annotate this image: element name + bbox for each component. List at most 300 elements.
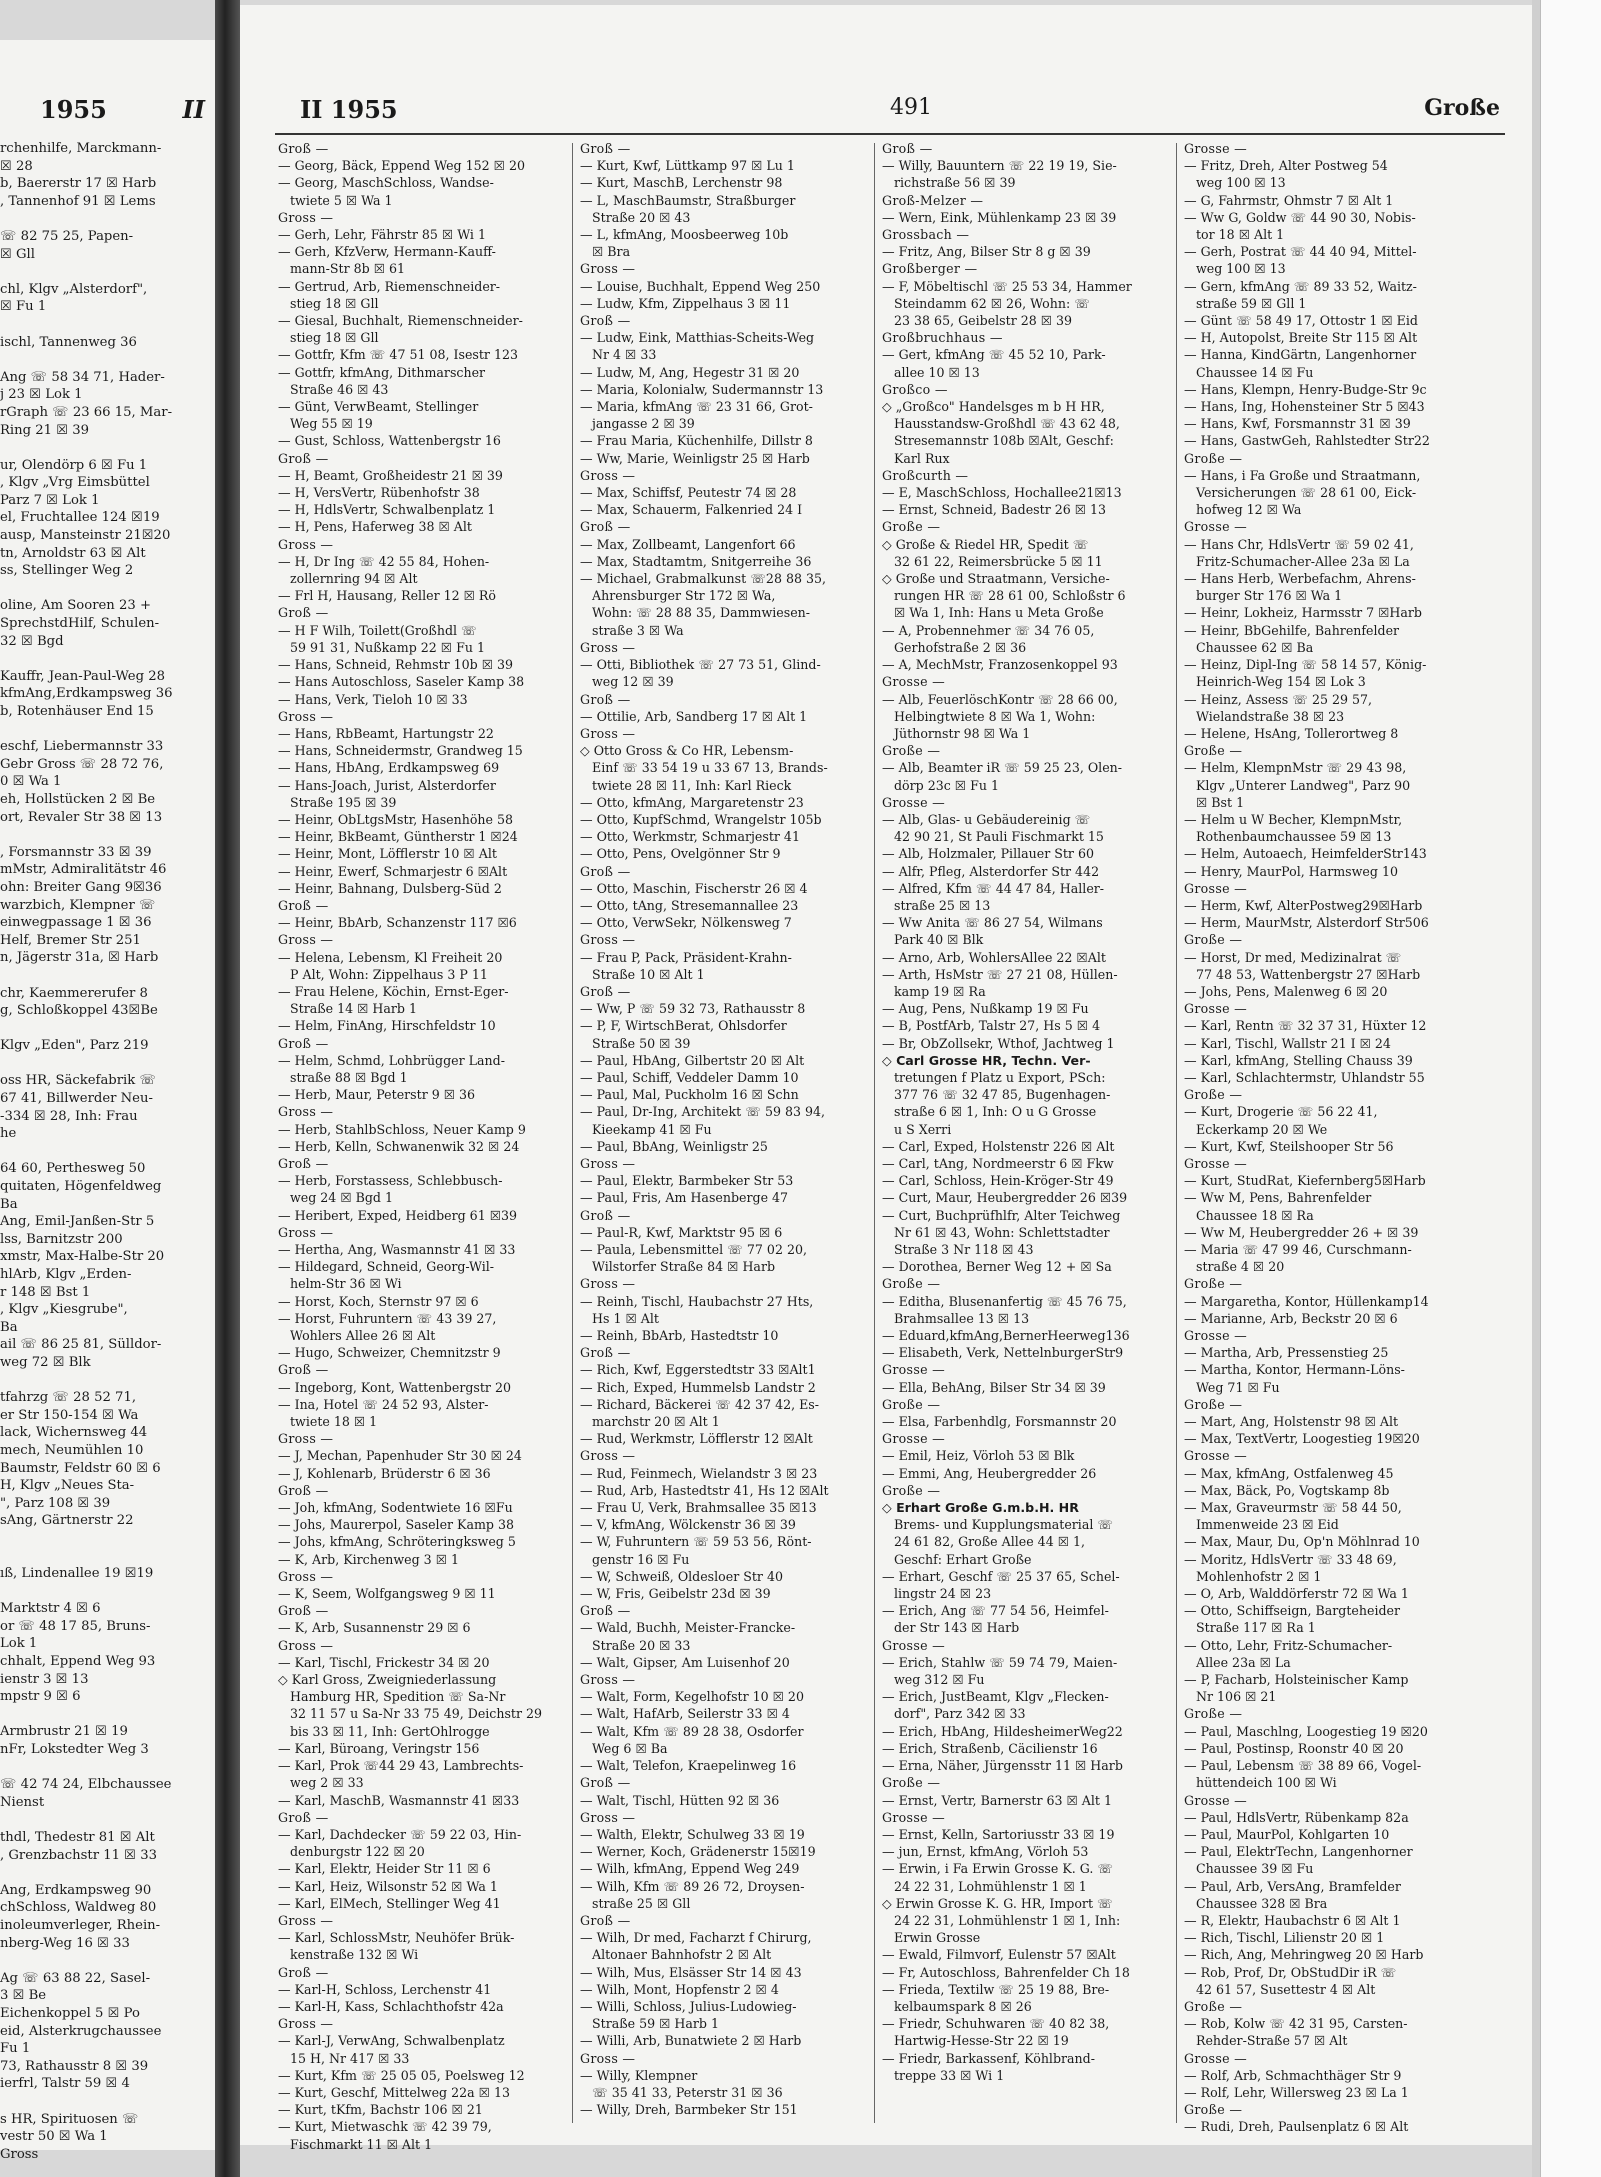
surname-heading: Grosse — <box>1184 141 1248 156</box>
directory-entry: — Horst, Dr med, Medizinalrat ☏ <box>1184 949 1402 965</box>
directory-entry: — Paul, Lebensm ☏ 38 89 66, Vogel- <box>1184 1758 1422 1774</box>
surname-heading: Großberger — <box>882 261 978 277</box>
previous-page-line: , Klgv „Kiesgrube", <box>0 1302 128 1318</box>
directory-entry: — Alfred, Kfm ☏ 44 47 84, Haller- <box>882 880 1105 896</box>
previous-page-line: ☏ 42 74 24, Elbchaussee <box>0 1777 172 1793</box>
directory-entry: — Otto, Maschin, Fischerstr 26 ☒ 4 <box>580 880 808 896</box>
directory-entry: — J, Kohlenarb, Brüderstr 6 ☒ 36 <box>278 1465 491 1481</box>
surname-heading: Gross — <box>278 1224 334 1240</box>
entry-continuation: lingstr 24 ☒ 23 <box>894 1586 992 1602</box>
previous-page-line: chhalt, Eppend Weg 93 <box>0 1654 156 1670</box>
previous-page-line: , Tannenhof 91 ☒ Lems <box>0 193 156 209</box>
directory-entry: — W, Fris, Geibelstr 23d ☒ 39 <box>580 1586 771 1602</box>
directory-entry: — Herb, Maur, Peterstr 9 ☒ 36 <box>278 1087 476 1103</box>
directory-entry: — Karl-J, VerwAng, Schwalbenplatz <box>278 2033 505 2049</box>
surname-heading: Groß — <box>580 1207 631 1223</box>
directory-entry: — Reinh, BbArb, Hastedtstr 10 <box>580 1328 779 1344</box>
surname-heading: Großbruchhaus — <box>882 330 1003 346</box>
entry-continuation: weg 24 ☒ Bgd 1 <box>290 1190 394 1206</box>
directory-entry: — Karl, Heiz, Wilsonstr 52 ☒ Wa 1 <box>278 1878 498 1894</box>
surname-heading: Groß — <box>278 1964 329 1980</box>
directory-entry: — Reinh, Tischl, Haubachstr 27 Hts, <box>580 1293 814 1309</box>
surname-heading: Groß — <box>278 605 329 621</box>
directory-entry: — Hans, HbAng, Erdkampsweg 69 <box>278 760 500 776</box>
directory-entry: — Heribert, Exped, Heidberg 61 ☒39 <box>278 1207 518 1223</box>
directory-entry: — Paul, Fris, Am Hasenberge 47 <box>580 1190 789 1206</box>
entry-continuation: ☒ Bra <box>592 244 631 260</box>
entry-continuation: 24 61 82, Große Allee 44 ☒ 1, <box>894 1534 1086 1550</box>
entry-continuation: Straße 46 ☒ 43 <box>290 381 389 397</box>
entry-continuation: 32 61 22, Reimersbrücke 5 ☒ 11 <box>894 553 1103 569</box>
directory-entry: — Frau Helene, Köchin, Ernst-Eger- <box>278 983 509 999</box>
directory-entry: — Gert, kfmAng ☏ 45 52 10, Park- <box>882 347 1106 363</box>
entry-continuation: Straße 20 ☒ 33 <box>592 1637 691 1653</box>
directory-entry: — Richard, Bäckerei ☏ 42 37 42, Es- <box>580 1396 820 1412</box>
previous-page-line: lss, Barnitzstr 200 <box>0 1231 123 1247</box>
entry-continuation: straße 25 ☒ 13 <box>894 897 991 913</box>
directory-entry: — Rich, Ang, Mehringweg 20 ☒ Harb <box>1184 1947 1424 1963</box>
directory-entry: — Gerh, Lehr, Fährstr 85 ☒ Wi 1 <box>278 227 486 243</box>
entry-continuation: Straße 20 ☒ 43 <box>592 209 691 225</box>
directory-entry: — Hans, Schneidermstr, Grandweg 15 <box>278 743 523 759</box>
previous-page-line: Armbrustr 21 ☒ 19 <box>0 1724 128 1740</box>
directory-entry: — Carl, Exped, Holstenstr 226 ☒ Alt <box>882 1138 1115 1154</box>
surname-heading: Gross — <box>278 708 334 724</box>
directory-entry: — Emil, Heiz, Vörloh 53 ☒ Blk <box>882 1448 1075 1464</box>
surname-heading: Groß — <box>278 1155 329 1171</box>
surname-heading: Grossbach — <box>882 227 970 243</box>
directory-entry: — Heinr, Ewerf, Schmarjestr 6 ☒Alt <box>278 863 508 879</box>
directory-entry: — H, VersVertr, Rübenhofstr 38 <box>278 485 480 501</box>
directory-entry: — Ingeborg, Kont, Wattenbergstr 20 <box>278 1379 511 1395</box>
surname-heading: Gross — <box>580 1276 636 1292</box>
previous-page-line: ur, Olendörp 6 ☒ Fu 1 <box>0 457 148 473</box>
previous-page-line: inoleumverleger, Rhein- <box>0 1917 161 1933</box>
surname-heading: Groß — <box>580 1345 631 1361</box>
directory-entry: — Karl, Büroang, Veringstr 156 <box>278 1740 480 1756</box>
directory-entry: — Ww M, Pens, Bahrenfelder <box>1184 1190 1372 1206</box>
business-entry: ◇ Große & Riedel HR, Spedit ☏ <box>882 536 1089 552</box>
surname-heading: Groß — <box>882 141 933 156</box>
previous-page-line: eh, Hollstücken 2 ☒ Be <box>0 791 156 807</box>
page-edge-shadow <box>1532 0 1540 2177</box>
directory-entry: — Otto, Schiffseign, Bargteheider <box>1184 1603 1401 1619</box>
surname-heading: Gross — <box>278 2016 334 2032</box>
directory-entry: — Rud, Arb, Hastedtstr 41, Hs 12 ☒Alt <box>580 1482 829 1498</box>
entry-continuation: Fischmarkt 11 ☒ Alt 1 <box>290 2136 433 2152</box>
previous-page-line: ohn: Breiter Gang 9☒36 <box>0 879 162 895</box>
entry-continuation: Brahmsallee 13 ☒ 13 <box>894 1310 1030 1326</box>
previous-page-line: thdl, Thedestr 81 ☒ Alt <box>0 1830 155 1845</box>
entry-continuation: marchstr 20 ☒ Alt 1 <box>592 1414 720 1430</box>
previous-page-line: nberg-Weg 16 ☒ 33 <box>0 1935 130 1951</box>
previous-page-line: ☒ 28 <box>0 158 33 174</box>
entry-continuation: helm-Str 36 ☒ Wi <box>290 1276 402 1292</box>
directory-entry: — Hans-Joach, Jurist, Alsterdorfer <box>278 777 496 793</box>
directory-entry: — Kurt, Mietwaschk ☏ 42 39 79, <box>278 2119 492 2135</box>
previous-page-line: Ang ☏ 58 34 71, Hader- <box>0 369 165 385</box>
directory-entry: — Martha, Arb, Pressenstieg 25 <box>1184 1345 1389 1361</box>
directory-entry: — H, Pens, Haferweg 38 ☒ Alt <box>278 519 472 535</box>
directory-entry: — Erich, HbAng, HildesheimerWeg22 <box>882 1723 1123 1739</box>
previous-page-line: eid, Alsterkrugchaussee <box>0 2023 162 2039</box>
directory-entry: — Karl, Tischl, Wallstr 21 I ☒ 24 <box>1184 1035 1391 1051</box>
surname-heading: Grosse — <box>1184 2050 1248 2066</box>
directory-entry: — Karl-H, Kass, Schlachthofstr 42a <box>278 1998 504 2014</box>
previous-page-line: eschf, Liebermannstr 33 <box>0 739 164 755</box>
directory-entry: — Alb, Holzmaler, Pillauer Str 60 <box>882 846 1094 862</box>
directory-entry: — Mart, Ang, Holstenstr 98 ☒ Alt <box>1184 1414 1399 1430</box>
directory-entry: — Max, Bäck, Po, Vogtskamp 8b <box>1184 1482 1390 1498</box>
directory-entry: — Curt, Maur, Heubergredder 26 ☒39 <box>882 1190 1128 1206</box>
directory-column-3 <box>882 140 1168 2130</box>
running-head-volume-year: II 1955 <box>300 95 398 124</box>
entry-continuation: Wohlers Allee 26 ☒ Alt <box>290 1328 436 1344</box>
previous-page-line: , Klgv „Vrg Eimsbüttel <box>0 475 150 491</box>
directory-entry: — Joh, kfmAng, Sodentwiete 16 ☒Fu <box>278 1500 513 1516</box>
directory-entry: — Hans, Schneid, Rehmstr 10b ☒ 39 <box>278 657 514 673</box>
surname-heading: Groß — <box>580 983 631 999</box>
previous-page-line: Nienst <box>0 1794 45 1810</box>
directory-entry: — O, Arb, Walddörferstr 72 ☒ Wa 1 <box>1184 1586 1409 1602</box>
directory-entry: — Hugo, Schweizer, Chemnitzstr 9 <box>278 1345 501 1361</box>
directory-entry: — Paul, ElektrTechn, Langenhorner <box>1184 1844 1413 1860</box>
directory-entry: — Ewald, Filmvorf, Eulenstr 57 ☒Alt <box>882 1947 1116 1963</box>
entry-continuation: Straße 117 ☒ Ra 1 <box>1196 1620 1316 1636</box>
directory-entry: — Rich, Kwf, Eggerstedtstr 33 ☒Alt1 <box>580 1362 816 1378</box>
entry-continuation: u S Xerri <box>894 1121 952 1137</box>
directory-entry: — Karl, Dachdecker ☏ 59 22 03, Hin- <box>278 1826 522 1842</box>
previous-page-line: j 23 ☒ Lok 1 <box>0 387 83 403</box>
entry-continuation: allee 10 ☒ 13 <box>894 364 980 380</box>
surname-heading: Groß — <box>580 691 631 707</box>
directory-entry: — J, Mechan, Papenhuder Str 30 ☒ 24 <box>278 1448 522 1464</box>
surname-heading: Grosse — <box>1184 1448 1248 1464</box>
directory-entry: — Karl-H, Schloss, Lerchenstr 41 <box>278 1981 492 1997</box>
entry-continuation: Straße 14 ☒ Harb 1 <box>290 1001 417 1017</box>
surname-heading: Groß — <box>278 1603 329 1619</box>
directory-entry: — Gertrud, Arb, Riemenschneider- <box>278 278 501 294</box>
directory-entry: — H, HdlsVertr, Schwalbenplatz 1 <box>278 502 496 518</box>
directory-entry: — Fritz, Ang, Bilser Str 8 g ☒ 39 <box>882 244 1091 260</box>
directory-entry: — Karl, Schlachtermstr, Uhlandstr 55 <box>1184 1069 1425 1085</box>
directory-entry: — Curt, Buchprüfhlfr, Alter Teichweg <box>882 1207 1121 1223</box>
previous-page-line: ☏ 82 75 25, Papen- <box>0 228 134 244</box>
previous-page-line: ail ☏ 86 25 81, Sülldor- <box>0 1337 162 1353</box>
surname-heading: Große — <box>1184 1706 1243 1722</box>
directory-entry: — Ww, P ☏ 59 32 73, Rathausstr 8 <box>580 1001 806 1017</box>
entry-continuation: Wilstorfer Straße 84 ☒ Harb <box>592 1259 776 1275</box>
entry-continuation: Stresemannstr 108b ☒Alt, Geschf: <box>894 433 1114 449</box>
entry-continuation: Ahrensburger Str 172 ☒ Wa, <box>592 588 776 604</box>
entry-continuation: Klgv „Unterer Landweg", Parz 90 <box>1196 777 1411 793</box>
previous-page-line: nFr, Lokstedter Weg 3 <box>0 1742 149 1758</box>
surname-heading: Groß — <box>580 863 631 879</box>
directory-entry: — Giesal, Buchhalt, Riemenschneider- <box>278 313 523 329</box>
directory-entry: — Karl, SchlossMstr, Neuhöfer Brük- <box>278 1930 515 1946</box>
previous-page-line: 64 60, Perthesweg 50 <box>0 1161 146 1177</box>
header-rule <box>275 133 1505 135</box>
entry-continuation: Rothenbaumchaussee 59 ☒ 13 <box>1196 829 1392 845</box>
entry-continuation: Nr 106 ☒ 21 <box>1196 1689 1277 1705</box>
directory-entry: — Fr, Autoschloss, Bahrenfelder Ch 18 <box>882 1964 1130 1980</box>
surname-heading: Großco — <box>882 381 948 397</box>
previous-page-line: ierfrl, Talstr 59 ☒ 4 <box>0 2076 130 2092</box>
previous-page-line: rchenhilfe, Marckmann- <box>0 141 162 156</box>
surname-heading: Grosse — <box>1184 519 1248 535</box>
previous-page-line: xmstr, Max-Halbe-Str 20 <box>0 1249 165 1265</box>
entry-continuation: Straße 10 ☒ Alt 1 <box>592 966 705 982</box>
surname-heading: Große — <box>882 1276 941 1292</box>
previous-page-line: ", Parz 108 ☒ 39 <box>0 1495 111 1511</box>
directory-entry: — Erich, Straßenb, Cäcilienstr 16 <box>882 1740 1098 1756</box>
directory-entry: — Max, Graveurmstr ☏ 58 44 50, <box>1184 1500 1402 1516</box>
surname-heading: Gross — <box>278 1104 334 1120</box>
directory-entry: — Helm, FinAng, Hirschfeldstr 10 <box>278 1018 496 1034</box>
directory-entry: — Otto, Pens, Ovelgönner Str 9 <box>580 846 781 862</box>
directory-entry: — Kurt, Kwf, Lüttkamp 97 ☒ Lu 1 <box>580 158 795 174</box>
surname-heading: Gross — <box>580 1672 636 1688</box>
surname-heading: Grosse — <box>1184 1328 1248 1344</box>
directory-entry: — Hertha, Ang, Wasmannstr 41 ☒ 33 <box>278 1242 516 1257</box>
directory-entry: — Willi, Schloss, Julius-Ludowieg- <box>580 1998 797 2014</box>
directory-entry: — Kurt, StudRat, Kiefernberg5☒Harb <box>1184 1173 1426 1189</box>
directory-column-4 <box>1184 140 1470 2135</box>
previous-page-line: einwegpassage 1 ☒ 36 <box>0 915 152 931</box>
previous-page-line: Gross <box>0 2146 39 2162</box>
directory-entry: — Max, kfmAng, Ostfalenweg 45 <box>1184 1465 1394 1481</box>
directory-entry: — Helena, Lebensm, Kl Freiheit 20 <box>278 949 503 965</box>
entry-continuation: Gerhofstraße 2 ☒ 36 <box>894 639 1027 655</box>
directory-entry: — Günt ☏ 58 49 17, Ottostr 1 ☒ Eid <box>1184 313 1418 329</box>
entry-continuation: 42 90 21, St Pauli Fischmarkt 15 <box>894 829 1104 845</box>
previous-page-line: chl, Klgv „Alsterdorf", <box>0 281 148 297</box>
directory-entry: — Karl, Prok ☏44 29 43, Lambrechts- <box>278 1758 524 1774</box>
entry-continuation: Jüthornstr 98 ☒ Wa 1 <box>894 725 1031 741</box>
entry-continuation: Chaussee 328 ☒ Bra <box>1196 1895 1328 1911</box>
entry-continuation: ☒ Wa 1, Inh: Hans u Meta Große <box>894 605 1104 621</box>
previous-page-line: n, Jägerstr 31a, ☒ Harb <box>0 950 159 966</box>
directory-entry: — H, Autopolst, Breite Str 115 ☒ Alt <box>1184 330 1418 346</box>
directory-entry: — Henry, MaurPol, Harmsweg 10 <box>1184 863 1398 879</box>
directory-entry: — Otto, VerwSekr, Nölkensweg 7 <box>580 915 792 931</box>
directory-entry: — Dorothea, Berner Weg 12 + ☒ Sa <box>882 1259 1112 1275</box>
directory-entry: — Max, Schiffsf, Peutestr 74 ☒ 28 <box>580 485 797 501</box>
surname-heading: Gross — <box>278 1637 334 1653</box>
previous-page-line: mMstr, Admiralitätstr 46 <box>0 862 167 878</box>
surname-heading: Gross — <box>580 261 636 277</box>
directory-entry: — Gerh, KfzVerw, Hermann-Kauff- <box>278 244 496 260</box>
directory-entry: — Hans Chr, HdlsVertr ☏ 59 02 41, <box>1184 536 1414 552</box>
directory-entry: — Rolf, Arb, Schmachthäger Str 9 <box>1184 2067 1402 2083</box>
surname-heading: Große — <box>882 1396 941 1412</box>
directory-entry: — Gerh, Postrat ☏ 44 40 94, Mittel- <box>1184 244 1417 260</box>
surname-heading: Große — <box>1184 743 1243 759</box>
directory-entry: — Karl, Tischl, Frickestr 34 ☒ 20 <box>278 1654 490 1670</box>
directory-entry: — Otto, tAng, Stresemannallee 23 <box>580 897 799 913</box>
surname-heading: Gross — <box>278 1568 334 1584</box>
directory-entry: — Friedr, Schuhwaren ☏ 40 82 38, <box>882 2016 1110 2032</box>
directory-entry: — K, Arb, Susannenstr 29 ☒ 6 <box>278 1620 471 1636</box>
directory-entry: — Ina, Hotel ☏ 24 52 93, Alster- <box>278 1396 489 1412</box>
entry-continuation: Allee 23a ☒ La <box>1196 1654 1291 1670</box>
directory-entry: — Horst, Fuhruntern ☏ 43 39 27, <box>278 1310 497 1326</box>
directory-entry: — Kurt, tKfm, Bachstr 106 ☒ 21 <box>278 2102 483 2118</box>
previous-page-line: lack, Wichernsweg 44 <box>0 1425 148 1441</box>
previous-page-line: ☒ Fu 1 <box>0 299 47 315</box>
entry-continuation: Karl Rux <box>894 450 950 466</box>
entry-continuation: 23 38 65, Geibelstr 28 ☒ 39 <box>894 313 1073 329</box>
directory-entry: — Paul, HbAng, Gilbertstr 20 ☒ Alt <box>580 1052 805 1068</box>
surname-heading: Groß — <box>278 450 329 466</box>
previous-page-line: ausp, Mansteinstr 21☒20 <box>0 528 171 544</box>
entry-continuation: Nr 4 ☒ 33 <box>592 347 657 363</box>
directory-entry: — Helm, Schmd, Lohbrügger Land- <box>278 1052 505 1068</box>
surname-heading: Groß — <box>580 519 631 535</box>
directory-entry: — Max, TextVertr, Loogestieg 19☒20 <box>1184 1431 1420 1447</box>
directory-entry: — Wilh, Mus, Elsässer Str 14 ☒ 43 <box>580 1964 802 1980</box>
directory-entry: — Rudi, Dreh, Paulsenplatz 6 ☒ Alt <box>1184 2119 1409 2135</box>
directory-entry: — Eduard,kfmAng,BernerHeerweg136 <box>882 1328 1130 1344</box>
directory-entry: — Ernst, Kelln, Sartoriusstr 33 ☒ 19 <box>882 1826 1115 1842</box>
previous-page-line: ss, Stellinger Weg 2 <box>0 563 134 579</box>
directory-entry: — Paul, MaurPol, Kohlgarten 10 <box>1184 1826 1390 1842</box>
directory-entry: — Hans, Kwf, Forsmannstr 31 ☒ 39 <box>1184 416 1411 432</box>
directory-entry: — Heinr, BbGehilfe, Bahrenfelder <box>1184 622 1400 638</box>
entry-continuation: Helbingtwiete 8 ☒ Wa 1, Wohn: <box>894 708 1096 724</box>
directory-entry: — Max, Zollbeamt, Langenfort 66 <box>580 536 796 552</box>
previous-page-volume: II <box>182 95 205 124</box>
previous-page-line: mech, Neumühlen 10 <box>0 1442 144 1458</box>
entry-continuation: Nr 61 ☒ 43, Wohn: Schlettstadter <box>894 1224 1110 1240</box>
directory-entry: — Frau P, Pack, Präsident-Krahn- <box>580 949 792 965</box>
directory-entry: — Willy, Klempner <box>580 2067 698 2083</box>
directory-entry: — Carl, tAng, Nordmeerstr 6 ☒ Fkw <box>882 1155 1114 1171</box>
directory-entry: — Erich, Stahlw ☏ 59 74 79, Maien- <box>882 1654 1118 1670</box>
previous-page-line: Ring 21 ☒ 39 <box>0 422 90 438</box>
directory-entry: — Rich, Exped, Hummelsb Landstr 2 <box>580 1379 816 1395</box>
directory-entry: — Hanna, KindGärtn, Langenhorner <box>1184 347 1417 363</box>
previous-page-fragment <box>0 40 217 2162</box>
directory-entry: — Ella, BehAng, Bilser Str 34 ☒ 39 <box>882 1379 1106 1395</box>
entry-continuation: Straße 59 ☒ Harb 1 <box>592 2016 719 2032</box>
directory-entry: — Br, ObZollsekr, Wthof, Jachtweg 1 <box>882 1035 1115 1051</box>
directory-entry: — Karl, kfmAng, Stelling Chauss 39 <box>1184 1052 1413 1068</box>
entry-continuation: Versicherungen ☏ 28 61 00, Eick- <box>1196 485 1417 501</box>
directory-entry: — Wilh, kfmAng, Eppend Weg 249 <box>580 1861 800 1877</box>
entry-continuation: weg 100 ☒ 13 <box>1196 175 1286 191</box>
previous-page-line: oline, Am Sooren 23 + <box>0 598 152 614</box>
entry-continuation: 377 76 ☏ 32 47 85, Bugenhagen- <box>894 1087 1111 1103</box>
directory-entry: — Heinr, Mont, Löfflerstr 10 ☒ Alt <box>278 846 497 862</box>
entry-continuation: straße 4 ☒ 20 <box>1196 1259 1285 1275</box>
directory-entry: — Paul, HdlsVertr, Rübenkamp 82a <box>1184 1809 1409 1825</box>
previous-page-line: 73, Rathausstr 8 ☒ 39 <box>0 2058 149 2074</box>
entry-continuation: weg 2 ☒ 33 <box>290 1775 364 1791</box>
entry-continuation: straße 59 ☒ Gll 1 <box>1196 295 1307 311</box>
entry-continuation: Hamburg HR, Spedition ☏ Sa-Nr <box>290 1689 506 1705</box>
directory-entry: — Ww G, Goldw ☏ 44 90 30, Nobis- <box>1184 209 1416 225</box>
directory-entry: — P, F, WirtschBerat, Ohlsdorfer <box>580 1018 787 1034</box>
directory-entry: — Wilh, Mont, Hopfenstr 2 ☒ 4 <box>580 1981 779 1997</box>
directory-entry: — Max, Stadtamtm, Snitgerreihe 36 <box>580 553 812 569</box>
directory-entry: — Rich, Tischl, Lilienstr 20 ☒ 1 <box>1184 1930 1385 1946</box>
entry-continuation: Straße 50 ☒ 39 <box>592 1035 691 1051</box>
previous-page-line: or ☏ 48 17 85, Bruns- <box>0 1618 151 1634</box>
directory-entry: — Rob, Kolw ☏ 42 31 95, Carsten- <box>1184 2016 1408 2032</box>
previous-page-line: b, Rotenhäuser End 15 <box>0 704 154 719</box>
previous-page-line: , Forsmannstr 33 ☒ 39 <box>0 844 152 860</box>
directory-entry: — L, MaschBaumstr, Straßburger <box>580 192 796 208</box>
previous-page-line: Ang, Erdkampsweg 90 <box>0 1882 152 1898</box>
entry-continuation: weg 12 ☒ 39 <box>592 674 674 690</box>
entry-continuation: Eckerkamp 20 ☒ We <box>1196 1121 1328 1137</box>
entry-continuation: Straße 195 ☒ 39 <box>290 794 397 810</box>
entry-continuation: twiete 18 ☒ 1 <box>290 1414 378 1430</box>
previous-page-line: 32 ☒ Bgd <box>0 633 64 649</box>
previous-page-line: Parz 7 ☒ Lok 1 <box>0 492 100 508</box>
surname-heading: Groß — <box>580 1775 631 1791</box>
surname-heading: Große — <box>882 743 941 759</box>
surname-heading: Groß — <box>580 141 631 156</box>
surname-heading: Gross — <box>580 1448 636 1464</box>
directory-entry: — Walt, HafArb, Seilerstr 33 ☒ 4 <box>580 1706 790 1722</box>
surname-heading: Gross — <box>580 467 636 483</box>
directory-entry: — Walt, Gipser, Am Luisenhof 20 <box>580 1654 790 1670</box>
entry-continuation: 77 48 53, Wattenbergstr 27 ☒Harb <box>1196 966 1421 982</box>
entry-continuation: dörp 23c ☒ Fu 1 <box>894 777 999 793</box>
directory-entry: — Kurt, MaschB, Lerchenstr 98 <box>580 175 783 191</box>
directory-entry: — Herb, Kelln, Schwanenwik 32 ☒ 24 <box>278 1138 520 1154</box>
directory-entry: — Willy, Dreh, Barmbeker Str 151 <box>580 2102 798 2118</box>
directory-entry: — Max, Schauerm, Falkenried 24 I <box>580 502 803 518</box>
surname-heading: Grosse — <box>1184 880 1248 896</box>
running-head-surname: Große <box>1424 95 1500 121</box>
previous-page-line: g, Schloßkoppel 43☒Be <box>0 1003 158 1019</box>
directory-entry: — Werner, Koch, Grädenerstr 15☒19 <box>580 1844 816 1860</box>
directory-entry: — Wald, Buchh, Meister-Francke- <box>580 1620 796 1636</box>
entry-continuation: hüttendeich 100 ☒ Wi <box>1196 1775 1337 1791</box>
directory-entry: — H F Wilh, Toilett(Großhdl ☏ <box>278 622 477 638</box>
surname-heading: Grosse — <box>1184 1001 1248 1017</box>
directory-entry: — Johs, Pens, Malenweg 6 ☒ 20 <box>1184 983 1388 999</box>
directory-entry: — Hans Herb, Werbefachm, Ahrens- <box>1184 571 1416 587</box>
entry-continuation: Wielandstraße 38 ☒ 23 <box>1196 708 1345 724</box>
column-divider <box>1176 143 1177 2123</box>
surname-heading: Groß — <box>278 1809 329 1825</box>
previous-page-line: ischl, Tannenweg 36 <box>0 334 137 350</box>
directory-entry: — Paul, Maschlng, Loogestieg 19 ☒20 <box>1184 1723 1428 1739</box>
previous-page-line: Ang, Emil-Janßen-Str 5 <box>0 1214 155 1230</box>
previous-page-line: s HR, Spirituosen ☏ <box>0 2111 139 2127</box>
entry-continuation: ☏ 35 41 33, Peterstr 31 ☒ 36 <box>592 2084 783 2100</box>
directory-entry: — L, kfmAng, Moosbeerweg 10b <box>580 227 789 243</box>
directory-entry: — Gern, kfmAng ☏ 89 33 52, Waitz- <box>1184 278 1417 294</box>
directory-entry: — Erich, Ang ☏ 77 54 56, Heimfel- <box>882 1603 1109 1619</box>
surname-heading: Groß — <box>580 313 631 329</box>
surname-heading: Gross — <box>278 1912 334 1928</box>
previous-page-line: kfmAng,Erdkampsweg 36 <box>0 686 173 702</box>
directory-entry: — W, Fuhruntern ☏ 59 53 56, Rönt- <box>580 1534 812 1550</box>
directory-entry: — G, Fahrmstr, Ohmstr 7 ☒ Alt 1 <box>1184 192 1394 208</box>
entry-continuation: Altonaer Bahnhofstr 2 ☒ Alt <box>592 1947 772 1963</box>
directory-entry: — Paul, Mal, Puckholm 16 ☒ Schn <box>580 1087 799 1103</box>
directory-entry: — Heinr, ObLtgsMstr, Hasenhöhe 58 <box>278 811 514 827</box>
directory-entry: — Johs, kfmAng, Schröteringksweg 5 <box>278 1534 516 1550</box>
directory-entry: — Karl, ElMech, Stellinger Weg 41 <box>278 1895 501 1911</box>
directory-entry: — Kurt, Kwf, Steilshooper Str 56 <box>1184 1138 1394 1154</box>
entry-continuation: Geschf: Erhart Große <box>894 1551 1032 1567</box>
